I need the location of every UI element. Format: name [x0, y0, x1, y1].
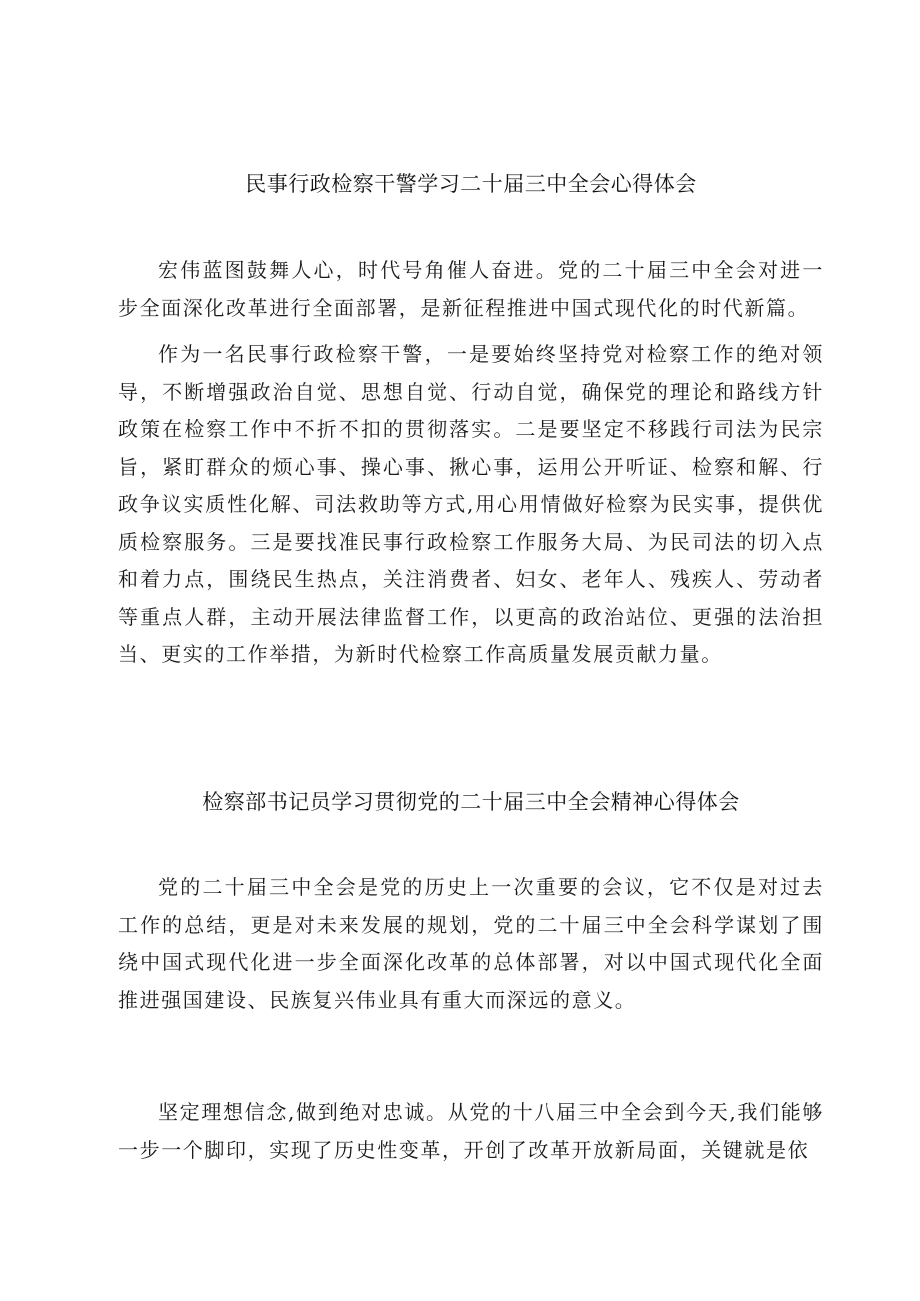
section-1-paragraph-2: 作为一名民事行政检察干警，一是要始终坚持党对检察工作的绝对领导，不断增强政治自觉、思想自觉、行动自觉，确保党的理论和路线方针政策在检察工作中不折不扣的贯彻落实。二是要坚定不移践行司法为民宗旨，紧盯群众的烦心事、操心事、揪心事，运用公开听证、检察和解、行政争议实质性化解、司法救助等方式,用心用情做好检察为民实事，提供优质检察服务。三是要找准民事行政检察工作服务大局、为民司法的切入点和着力点，围绕民生热点，关注消费者、妇女、老年人、残疾人、劳动者等重点人群，主动开展法律监督工作，以更高的政治站位、更强的法治担当、更实的工作举措，为新时代检察工作高质量发展贡献力量。 — [118, 342, 824, 666]
section-title-1: 民事行政检察干警学习二十届三中全会心得体会 — [245, 172, 697, 196]
section-title-2: 检察部书记员学习贯彻党的二十届三中全会精神心得体会 — [202, 790, 740, 814]
section-1-paragraph-1: 宏伟蓝图鼓舞人心，时代号角催人奋进。党的二十届三中全会对进一步全面深化改革进行全面部署，是新征程推进中国式现代化的时代新篇。 — [118, 258, 824, 320]
section-2-paragraph-1: 党的二十届三中全会是党的历史上一次重要的会议，它不仅是对过去工作的总结，更是对未来发展的规划，党的二十届三中全会科学谋划了围绕中国式现代化进一步全面深化改革的总体部署，对以中国式现代化全面推进强国建设、民族复兴伟业具有重大而深远的意义。 — [118, 875, 824, 1012]
section-2-paragraph-2: 坚定理想信念,做到绝对忠诚。从党的十八届三中全会到今天,我们能够一步一个脚印，实现了历史性变革，开创了改革开放新局面，关键就是依 — [118, 1100, 824, 1162]
